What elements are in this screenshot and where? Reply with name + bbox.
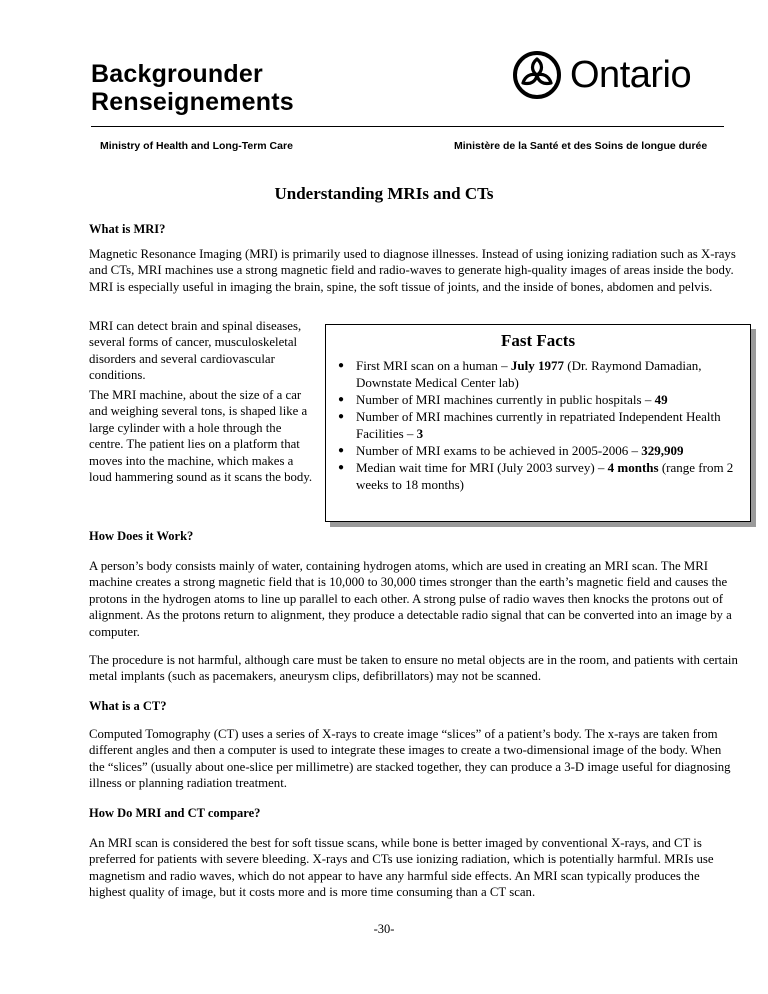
fast-facts-list	[326, 357, 750, 493]
ministry-name-fr: Ministère de la Santé et des Soins de longue durée	[454, 140, 708, 152]
bullet-icon: ●	[338, 360, 345, 371]
header-divider	[91, 126, 724, 127]
compare-paragraph: An MRI scan is considered the best for soft tissue scans, while bone is better imaged by conventional X-rays, and CT is preferred for patients with severe bleeding. X-rays and CTs use ionizing radiation, which is potentially harmful. MRIs use magnetism and radio waves, which do not appear to have any harmful side effects. An MRI scan typically produces the highest quality of image, but it costs more and is more time consuming than a CT scan.	[89, 836, 714, 900]
title-line-en: Backgrounder	[91, 60, 263, 88]
how-it-works-paragraph: A person’s body consists mainly of water, containing hydrogen atoms, which are used in creating an MRI scan. The MRI machine creates a strong magnetic field that is 10,000 to 30,000 times stronger than the earth’s magnetic field and causes the protons in the hydrogen atoms to line up parallel to each other. A strong pulse of radio waves then knocks the protons out of alignment. As the protons return to alignment, they produce a detectable radio signal that can be converted into an image by a computer.	[89, 559, 732, 639]
list-item: ● Number of MRI machines currently in repatriated Independent Health Facilities – 3	[338, 409, 721, 441]
trillium-icon	[512, 50, 562, 100]
fast-facts-title: Fast Facts	[500, 331, 576, 350]
bullet-icon: ●	[338, 445, 345, 456]
mri-machine-paragraph: The MRI machine, about the size of a car and weighing several tons, is shaped like a large cylinder with a hole through the centre. The patient lies on a platform that moves into the machine, which makes a loud hammering sound as it scans the body.	[89, 388, 313, 485]
mri-intro-paragraph: Magnetic Resonance Imaging (MRI) is primarily used to diagnose illnesses. Instead of using ionizing radiation such as X-rays and CTs, MRI machines use a strong magnetic field and radio-waves to generate high-quality images of areas inside the body. MRI is especially useful in imaging the brain, spine, the soft tissue of joints, and the inside of bones, abdomen and pelvis.	[89, 247, 736, 294]
logo-wordmark: Ontario	[570, 54, 692, 96]
ministry-name-en: Ministry of Health and Long-Term Care	[100, 140, 293, 152]
list-item: ● Number of MRI machines currently in public hospitals – 49	[338, 392, 668, 407]
backgrounder-title	[91, 60, 294, 116]
list-item: ● Median wait time for MRI (July 2003 survey) – 4 months (range from 2 weeks to 18 months)	[338, 460, 734, 492]
section-heading-what-is-mri: What is MRI?	[89, 222, 166, 236]
procedure-safety-paragraph: The procedure is not harmful, although care must be taken to ensure no metal objects are in the room, and patients with certain metal implants (such as pacemakers, aneurysm clips, defibrillators) may not be scanned.	[89, 653, 738, 684]
bullet-icon: ●	[338, 411, 345, 422]
section-heading-compare: How Do MRI and CT compare?	[89, 806, 261, 820]
bullet-icon: ●	[338, 394, 345, 405]
ct-paragraph: Computed Tomography (CT) uses a series of X-rays to create image “slices” of a patient’s body. The x-rays are taken from different angles and then a computer is used to integrate these images to create a two-dimensional image of the body. When the “slices” (usually about one-slice per millimetre) are stacked together, they can produce a 3-D image useful for diagnosing illness or planning radiation treatment.	[89, 727, 731, 791]
section-heading-what-is-ct: What is a CT?	[89, 699, 167, 713]
title-line-fr: Renseignements	[91, 88, 294, 116]
bullet-icon: ●	[338, 462, 345, 473]
list-item: ● First MRI scan on a human – July 1977 (Dr. Raymond Damadian, Downstate Medical Center lab)	[338, 358, 702, 390]
list-item: ● Number of MRI exams to be achieved in 2005-2006 – 329,909	[338, 443, 684, 458]
fast-facts-box	[325, 324, 751, 522]
page-number: -30-	[373, 922, 395, 936]
ontario-logo	[512, 50, 691, 100]
mri-detect-paragraph: MRI can detect brain and spinal diseases, several forms of cancer, musculoskeletal disorders and several cardiovascular conditions.	[89, 319, 302, 383]
section-heading-how-it-works: How Does it Work?	[89, 529, 194, 543]
document-title: Understanding MRIs and CTs	[274, 184, 494, 203]
